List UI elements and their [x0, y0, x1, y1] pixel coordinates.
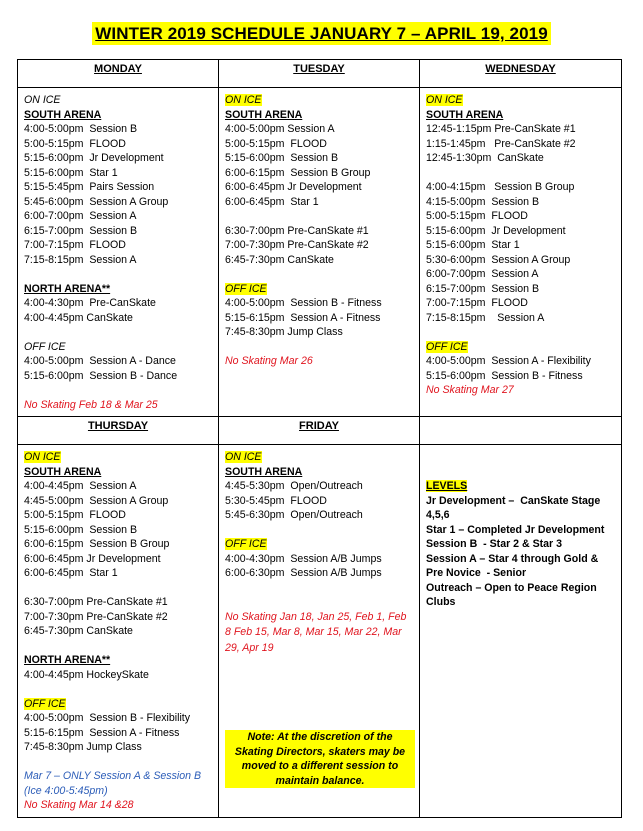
thursday-south-list [24, 479, 214, 581]
schedule-entry: 4:45-5:00pm Session A Group [24, 494, 169, 507]
tuesday-header: TUESDAY [219, 60, 420, 88]
thursday-cell [18, 445, 219, 818]
level-entry [426, 494, 617, 523]
schedule-entry: 5:15-6:15pm Session A - Fitness [24, 726, 180, 739]
thursday-no-skating: No Skating Mar 14 &28 [24, 799, 134, 811]
schedule-entry: 6:00-6:15pm Session B Group [225, 166, 371, 179]
schedule-entry: 5:00-5:15pm FLOOD [225, 137, 327, 150]
tuesday-off-ice: OFF ICE [225, 282, 267, 295]
thursday-canskate-list [24, 595, 214, 639]
schedule-entry: 1:15-1:45pm Pre-CanSkate #2 [426, 137, 576, 150]
levels-cell [420, 445, 622, 818]
schedule-entry: 5:00-5:15pm FLOOD [426, 210, 528, 222]
schedule-entry: 5:45-6:30pm Open/Outreach [225, 509, 363, 521]
schedule-entry: 4:00-5:00pm Session B - Fitness [225, 297, 382, 309]
monday-north-list [24, 296, 214, 325]
tuesday-no-skating: No Skating Mar 26 [225, 355, 313, 367]
schedule-entry: 4:00-5:00pm Session B - Flexibility [24, 712, 191, 724]
friday-off-list [225, 552, 415, 581]
schedule-entry: 5:15-6:00pm Session B [24, 523, 138, 536]
thursday-off-ice: OFF ICE [24, 697, 66, 710]
schedule-entry: 7:00-7:15pm FLOOD [426, 297, 528, 309]
thursday-mar7-note: Mar 7 – ONLY Session A & Session B (Ice 4:00-5:45pm) [24, 770, 202, 797]
schedule-entry: 5:30-5:45pm FLOOD [225, 494, 327, 507]
schedule-entry: 6:00-6:30pm Session A/B Jumps [225, 567, 382, 579]
monday-south-list [24, 122, 214, 267]
level-separator: – [476, 552, 489, 565]
levels-list [426, 494, 617, 610]
schedule-entry: 7:00-7:15pm FLOOD [24, 239, 126, 251]
schedule-table [17, 59, 622, 818]
monday-off-list [24, 354, 214, 383]
level-name: Session A [426, 552, 477, 565]
schedule-entry: 6:00-7:00pm Session A [24, 210, 137, 222]
wednesday-off-ice: OFF ICE [426, 340, 468, 353]
schedule-entry: 4:00-4:45pm CanSkate [24, 311, 133, 324]
wednesday-south-list [426, 180, 617, 325]
friday-south-arena: SOUTH ARENA [225, 465, 303, 478]
schedule-entry: 5:00-5:15pm FLOOD [24, 137, 126, 150]
friday-discretion-note: Note: At the discretion of the Skating Directors, skaters may be moved to a different session to maintain balance. [225, 730, 415, 788]
schedule-entry: 5:00-5:15pm FLOOD [24, 509, 126, 521]
level-separator: – [505, 494, 518, 507]
monday-on-ice: ON ICE [24, 94, 61, 106]
level-entry [426, 581, 617, 610]
schedule-entry: 6:00-6:45pm Star 1 [24, 567, 118, 579]
wednesday-off-list [426, 354, 617, 383]
friday-on-ice: ON ICE [225, 451, 262, 463]
thursday-on-ice: ON ICE [24, 451, 61, 463]
thursday-south-arena: SOUTH ARENA [24, 465, 102, 478]
tuesday-on-ice: ON ICE [225, 94, 262, 106]
schedule-entry: 5:15-6:00pm Star 1 [426, 239, 520, 251]
level-separator: – [472, 581, 485, 594]
level-description: Completed Jr Development [467, 523, 605, 536]
monday-north-arena: NORTH ARENA** [24, 282, 111, 295]
level-name: Session B [426, 538, 478, 550]
monday-header: MONDAY [18, 60, 219, 88]
levels-heading: LEVELS [426, 480, 468, 492]
wednesday-south-arena: SOUTH ARENA [426, 108, 504, 121]
schedule-entry: 12:45-1:30pm CanSkate [426, 152, 544, 164]
schedule-entry: 4:00-4:30pm Pre-CanSkate [24, 297, 156, 309]
monday-no-skating: No Skating Feb 18 & Mar 25 [24, 398, 158, 411]
wednesday-no-skating: No Skating Mar 27 [426, 384, 514, 396]
level-name: Jr Development [426, 494, 506, 507]
tuesday-off-list [225, 296, 415, 340]
schedule-entry: 6:45-7:30pm CanSkate [24, 625, 133, 637]
schedule-entry: 7:45-8:30pm Jump Class [24, 741, 142, 753]
wednesday-cell [420, 88, 622, 417]
level-description: Star 2 & Star 3 [489, 538, 563, 550]
level-separator: – [455, 523, 468, 536]
level-description: Star 4 through Gold & Pre Novice - Senior [426, 552, 602, 579]
level-entry [426, 523, 617, 538]
schedule-entry: 4:00-5:00pm Session A [225, 123, 335, 135]
friday-no-skating: No Skating Jan 18, Jan 25, Feb 1, Feb 8 Feb 15, Mar 8, Mar 15, Mar 22, Mar 29, Apr 19 [225, 610, 407, 654]
tuesday-south-list [225, 122, 415, 209]
schedule-entry: 5:15-6:00pm Session B [225, 152, 339, 164]
schedule-entry: 5:15-6:15pm Session A - Fitness [225, 311, 381, 324]
schedule-entry: 6:00-7:00pm Session A [426, 268, 539, 280]
friday-cell [219, 445, 420, 818]
schedule-entry: 5:15-6:00pm Jr Development [426, 224, 566, 237]
wednesday-canskate-list [426, 122, 617, 166]
schedule-entry: 6:15-7:00pm Session B [426, 282, 540, 295]
tuesday-south-arena: SOUTH ARENA [225, 108, 303, 121]
schedule-entry: 6:00-6:15pm Session B Group [24, 538, 170, 550]
thursday-north-list [24, 668, 214, 683]
schedule-entry: 4:45-5:30pm Open/Outreach [225, 480, 363, 492]
tuesday-cell [219, 88, 420, 417]
level-description: CanSkate Stage 4,5,6 [426, 494, 604, 521]
schedule-entry: 5:15-5:45pm Pairs Session [24, 181, 155, 193]
schedule-entry: 7:15-8:15pm Session A [426, 311, 545, 324]
schedule-entry: 4:00-5:00pm Session B [24, 123, 138, 135]
level-entry [426, 537, 617, 552]
schedule-entry: 7:00-7:30pm Pre-CanSkate #2 [225, 239, 369, 251]
schedule-entry: 4:00-4:45pm Session A [24, 480, 137, 492]
schedule-entry: 7:45-8:30pm Jump Class [225, 326, 343, 338]
level-name: Star 1 [426, 523, 456, 536]
schedule-entry: 6:45-7:30pm CanSkate [225, 253, 334, 266]
schedule-entry: 6:15-7:00pm Session B [24, 224, 138, 237]
level-description: Open to Peace Region Clubs [426, 581, 600, 608]
schedule-entry: 6:00-6:45pm Jr Development [225, 181, 362, 193]
thursday-off-list [24, 711, 214, 755]
schedule-entry: 5:15-6:00pm Jr Development [24, 152, 164, 164]
schedule-entry: 4:00-4:45pm HockeySkate [24, 668, 149, 681]
schedule-entry: 12:45-1:15pm Pre-CanSkate #1 [426, 123, 576, 135]
schedule-entry: 4:00-4:15pm Session B Group [426, 181, 575, 193]
wednesday-on-ice: ON ICE [426, 94, 463, 106]
schedule-entry: 7:15-8:15pm Session A [24, 253, 137, 266]
schedule-entry: 5:45-6:00pm Session A Group [24, 195, 169, 208]
schedule-entry: 6:00-6:45pm Star 1 [225, 195, 319, 208]
level-separator: - [477, 538, 490, 550]
friday-south-list [225, 479, 415, 523]
level-name: Outreach [426, 581, 473, 594]
schedule-entry: 5:15-6:00pm Star 1 [24, 166, 118, 179]
schedule-entry: 5:30-6:00pm Session A Group [426, 253, 571, 266]
friday-header: FRIDAY [219, 417, 420, 445]
schedule-entry: 4:15-5:00pm Session B [426, 195, 540, 208]
schedule-entry: 6:30-7:00pm Pre-CanSkate #1 [24, 596, 168, 608]
monday-south-arena: SOUTH ARENA [24, 108, 102, 121]
thursday-north-arena: NORTH ARENA** [24, 654, 111, 666]
monday-off-ice: OFF ICE [24, 340, 66, 353]
empty-header [420, 417, 622, 445]
schedule-entry: 4:00-5:00pm Session A - Dance [24, 355, 176, 367]
schedule-title-text: WINTER 2019 SCHEDULE JANUARY 7 – APRIL 19, 2019 [92, 22, 551, 45]
thursday-header: THURSDAY [18, 417, 219, 445]
schedule-entry: 6:00-6:45pm Jr Development [24, 552, 161, 565]
schedule-entry: 5:15-6:00pm Session B - Fitness [426, 369, 583, 382]
monday-cell [18, 88, 219, 417]
schedule-entry: 7:00-7:30pm Pre-CanSkate #2 [24, 610, 168, 623]
wednesday-header: WEDNESDAY [420, 60, 622, 88]
tuesday-canskate-list [225, 224, 415, 268]
schedule-title [0, 24, 643, 44]
schedule-entry: 4:00-5:00pm Session A - Flexibility [426, 355, 591, 367]
schedule-entry: 4:00-4:30pm Session A/B Jumps [225, 552, 382, 565]
level-entry [426, 552, 617, 581]
schedule-entry: 5:15-6:00pm Session B - Dance [24, 369, 178, 382]
friday-off-ice: OFF ICE [225, 538, 267, 550]
schedule-entry: 6:30-7:00pm Pre-CanSkate #1 [225, 224, 369, 237]
